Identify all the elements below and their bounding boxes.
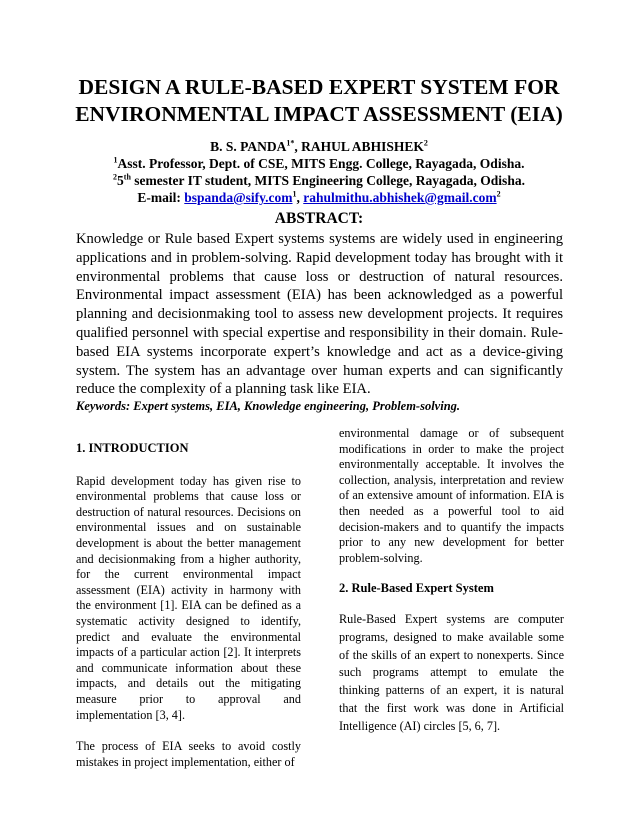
left-column (76, 426, 301, 770)
affiliation-2-sup: 2 (113, 172, 118, 182)
affiliation-2-num: 5 (117, 173, 124, 188)
email-1-sup: 1 (292, 189, 297, 199)
paper-title (40, 74, 598, 128)
author-block (40, 138, 598, 206)
email-separator: , (296, 190, 304, 205)
affiliation-2-numsup: th (123, 172, 131, 182)
title-line-1: DESIGN A RULE-BASED EXPERT SYSTEM FOR (78, 75, 560, 99)
email-2-sup: 2 (496, 189, 501, 199)
author-separator: , (294, 139, 302, 154)
introduction-paragraph-1: Rapid development today has given rise to environmental problems that cause loss or destruction of natural resources. Decisions on environmental issues and on sustainable development is about the better management and decisionmaking from a higher authority, for the current environmental impact assessment (EIA) activity in harmony with the environment [1]. EIA can be defined as a systematic activity designed to identify, predict and evaluate the environmental impacts of a particular action [2]. It interprets and communicate information about these impacts, and details out the mitigating measure prior to approval and implementation [3, 4]. (76, 473, 301, 722)
email-link-2[interactable]: rahulmithu.abhishek@gmail.com (303, 190, 497, 205)
introduction-paragraph-2-continued: environmental damage or of subsequent modifications in order to make the project environmentally acceptable. It involves the collection, analysis, interpretation and review of an extensive amount of information. EIA is then needed as a powerful tool to aid decision-makers and to quantify the impacts prior to any new development for better problem-solving. (339, 426, 564, 565)
affiliation-1 (40, 155, 598, 172)
author-1: B. S. PANDA (210, 139, 287, 154)
email-label: E-mail: (137, 190, 185, 205)
abstract-heading: ABSTRACT: (274, 210, 364, 227)
email-link-1[interactable]: bspanda@sify.com (184, 190, 293, 205)
author-2: RAHUL ABHISHEK (301, 139, 424, 154)
rule-based-paragraph-1: Rule-Based Expert systems are computer programs, designed to make available some of the skills of an expert to nonexperts. Since such programs attempt to emulate the thinking patterns of an expert, it is natural that the first work was done in Artificial Intelligence (AI) circles [5, 6, 7]. (339, 611, 564, 733)
affiliation-1-sup: 1 (113, 155, 118, 165)
introduction-paragraph-2: The process of EIA seeks to avoid costly mistakes in project implementation, either of (76, 739, 301, 769)
email-line (40, 189, 598, 206)
affiliation-2-text: semester IT student, MITS Engineering College, Rayagada, Odisha. (130, 173, 525, 188)
introduction-heading: 1. INTRODUCTION (76, 441, 189, 455)
abstract-text: Knowledge or Rule based Expert systems systems are widely used in engineering applications and in problem-solving. Rapid development today has brought with it environmental problems that cause loss or destruction of natural resources. Environmental impact assessment (EIA) has been acknowledged as a powerful planning and decisionmaking tool to assess new development projects. It requires qualified personnel with special expertise and responsibility in their domain. Rule-based EIA systems incorporate expert’s knowledge and act as a device-giving system. The system has an advantage over human experts and can significantly reduce the complexity of a planning task like EIA. (76, 231, 563, 398)
affiliation-2 (40, 172, 598, 189)
keywords: Keywords: Expert systems, EIA, Knowledge engineering, Problem-solving. (76, 399, 461, 413)
author-names (40, 138, 598, 155)
title-line-2: ENVIRONMENTAL IMPACT ASSESSMENT (EIA) (75, 102, 563, 126)
right-column (339, 426, 564, 736)
rule-based-heading: 2. Rule-Based Expert System (339, 581, 494, 596)
affiliation-1-text: Asst. Professor, Dept. of CSE, MITS Engg. College, Rayagada, Odisha. (117, 156, 525, 171)
author-1-sup: 1* (286, 138, 295, 148)
author-2-sup: 2 (423, 138, 428, 148)
